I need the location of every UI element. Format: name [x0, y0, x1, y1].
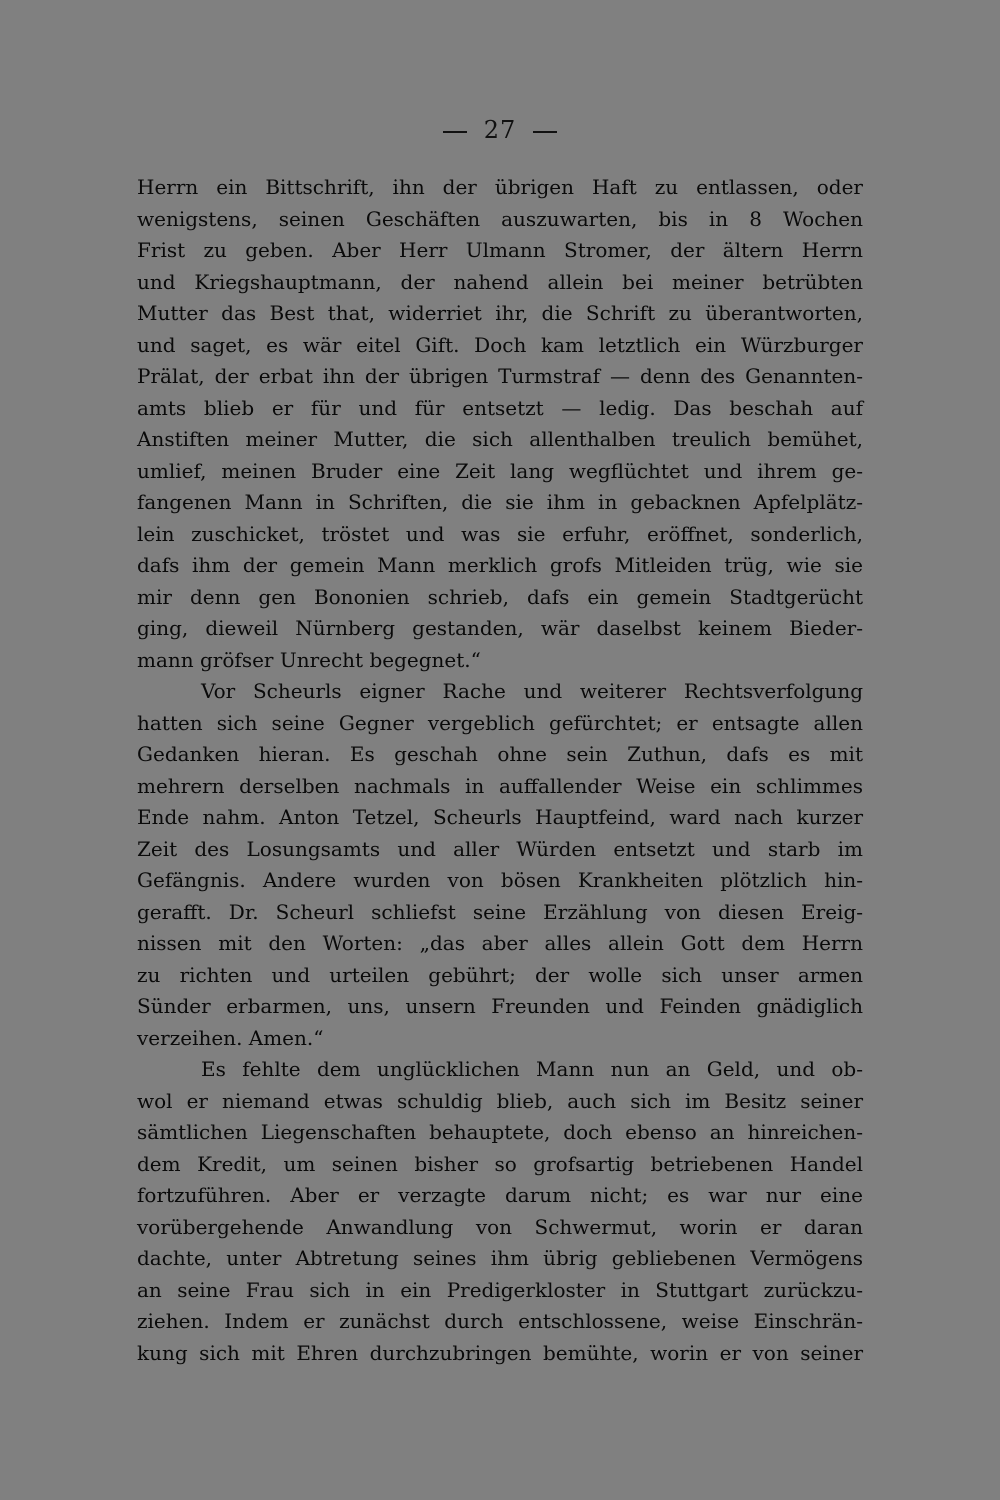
text-line: Prälat, der erbat ihn der übrigen Turmstraf — denn des Genannten- — [137, 364, 863, 388]
text-line: lein zuschicket, tröstet und was sie erfuhr, eröffnet, sonderlich, — [137, 521, 863, 546]
text-line: Sünder erbarmen, uns, unsern Freunden und Feinden gnädiglich — [137, 994, 863, 1018]
header-dash-right — [533, 131, 557, 133]
text-line: nissen mit den Worten: „das aber alles allein Gott dem Herrn — [137, 931, 863, 955]
text-line: amts blieb er für und für entsetzt — ledig. Das beschah auf — [137, 395, 863, 420]
text-line: und Kriegshauptmann, der nahend allein bei meiner betrübten — [137, 269, 863, 294]
header-dash-left — [443, 131, 467, 133]
text-line: Gedanken hieran. Es geschah ohne sein Zuthun, dafs es mit — [137, 742, 863, 766]
text-line: kung sich mit Ehren durchzubringen bemühte, worin er von seiner — [137, 1340, 863, 1365]
text-line: mehrern derselben nachmals in auffallender Weise ein schlimmes — [137, 773, 863, 798]
text-line: Herrn ein Bittschrift, ihn der übrigen Haft zu entlassen, oder — [137, 175, 863, 199]
text-line: vorübergehende Anwandlung von Schwermut, worin er daran — [137, 1214, 863, 1239]
text-line: verzeihen. Amen.“ — [137, 1025, 324, 1050]
text-line: Anstiften meiner Mutter, die sich allenthalben treulich bemühet, — [137, 427, 863, 451]
text-line: Mutter das Best that, widerriet ihr, die Schrift zu überantworten, — [137, 301, 863, 325]
text-line: mann gröfser Unrecht begegnet.“ — [137, 647, 481, 672]
text-line: gerafft. Dr. Scheurl schliefst seine Erzählung von diesen Ereig- — [137, 899, 863, 924]
text-line: Ende nahm. Anton Tetzel, Scheurls Hauptfeind, ward nach kurzer — [137, 805, 863, 829]
text-line: ging, dieweil Nürnberg gestanden, wär daselbst keinem Bieder- — [137, 616, 863, 640]
text-line: ziehen. Indem er zunächst durch entschlossene, weise Einschrän- — [137, 1309, 863, 1333]
text-line: zu richten und urteilen gebührt; der wolle sich unser armen — [137, 962, 863, 987]
text-line: wol er niemand etwas schuldig blieb, auch sich im Besitz seiner — [137, 1088, 863, 1113]
text-line: Frist zu geben. Aber Herr Ulmann Stromer, der ältern Herrn — [137, 238, 863, 262]
text-line: wenigstens, seinen Geschäften auszuwarten, bis in 8 Wochen — [137, 206, 863, 231]
text-line: an seine Frau sich in ein Predigerkloster in Stuttgart zurückzu- — [137, 1277, 863, 1302]
text-line: fangenen Mann in Schriften, die sie ihm in gebacknen Apfelplätz- — [137, 490, 863, 514]
text-line: und saget, es wär eitel Gift. Doch kam letztlich ein Würzburger — [137, 332, 863, 357]
text-line: fortzuführen. Aber er verzagte darum nicht; es war nur eine — [137, 1183, 863, 1207]
page-header — [0, 116, 1000, 144]
text-line: hatten sich seine Gegner vergeblich gefürchtet; er entsagte allen — [137, 710, 863, 735]
text-line: sämtlichen Liegenschaften behauptete, doch ebenso an hinreichen- — [137, 1120, 863, 1144]
text-line: Es fehlte dem unglücklichen Mann nun an Geld, und ob- — [201, 1057, 863, 1081]
page-number: 27 — [483, 116, 517, 144]
text-line: Zeit des Losungsamts und aller Würden entsetzt und starb im — [137, 836, 863, 861]
body-text — [137, 172, 863, 1369]
text-line: dafs ihm der gemein Mann merklich grofs Mitleiden trüg, wie sie — [137, 553, 863, 577]
text-line: mir denn gen Bononien schrieb, dafs ein gemein Stadtgerücht — [137, 584, 863, 609]
text-line: Vor Scheurls eigner Rache und weiterer Rechtsverfolgung — [201, 679, 863, 703]
text-line: umlief, meinen Bruder eine Zeit lang wegflüchtet und ihrem ge- — [137, 458, 863, 483]
text-line: dem Kredit, um seinen bisher so grofsartig betriebenen Handel — [137, 1151, 863, 1176]
text-line: Gefängnis. Andere wurden von bösen Krankheiten plötzlich hin- — [137, 868, 863, 892]
text-line: dachte, unter Abtretung seines ihm übrig gebliebenen Vermögens — [137, 1246, 863, 1270]
